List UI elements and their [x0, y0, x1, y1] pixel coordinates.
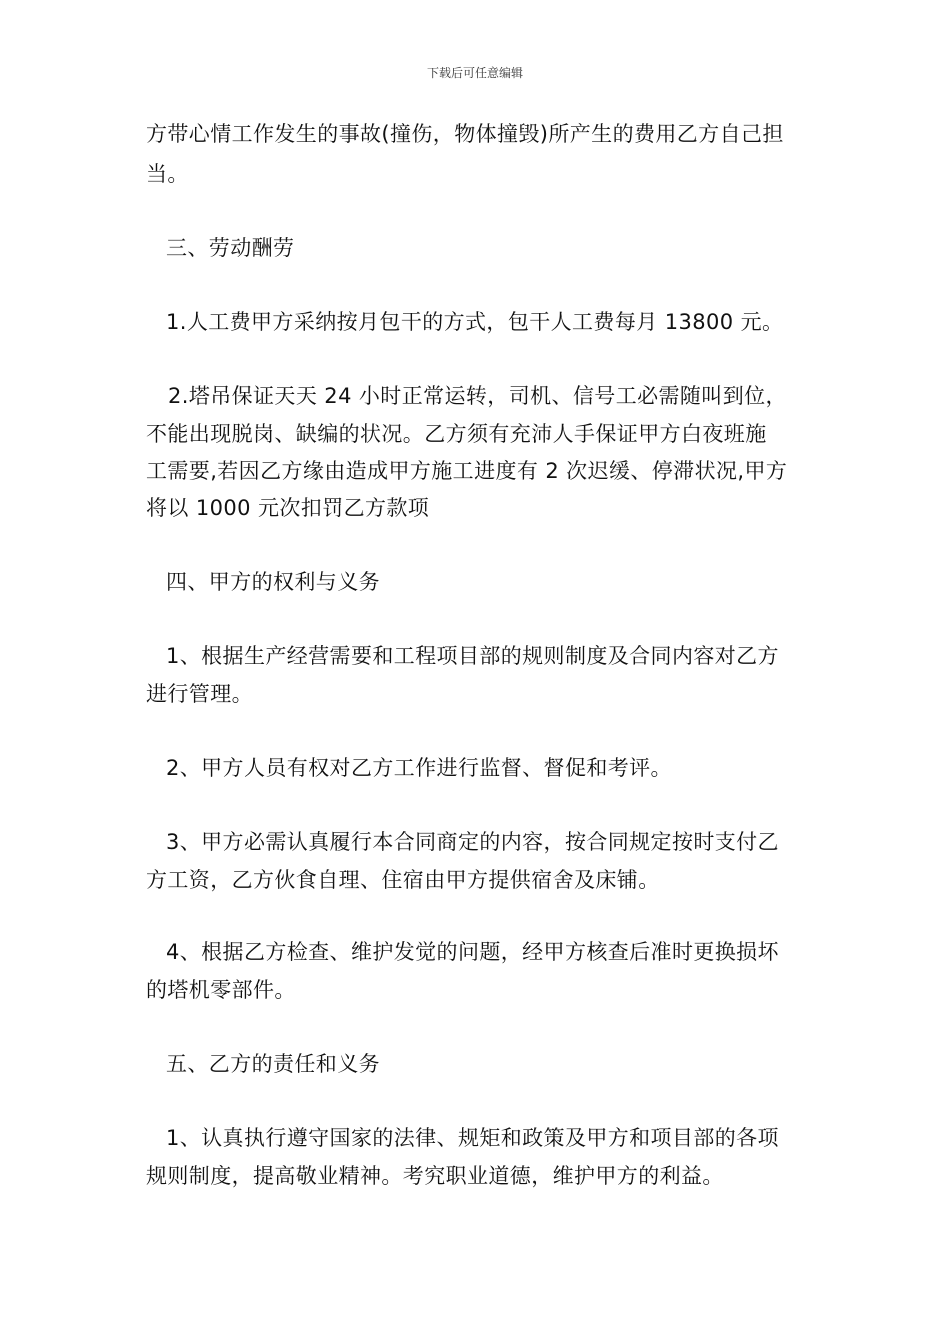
paragraph-line: 的塔机零部件。 — [146, 978, 296, 1002]
section-heading-4: 四、甲方的权利与义务 — [166, 570, 380, 594]
paragraph-line: 1、认真执行遵守国家的法律、规矩和政策及甲方和项目部的各项 — [166, 1126, 779, 1150]
paragraph-line: 规则制度，提高敬业精神。考究职业道德，维护甲方的利益。 — [146, 1164, 724, 1188]
paragraph-line: 1、根据生产经营需要和工程项目部的规则制度及合同内容对乙方 — [166, 644, 779, 668]
paragraph-line: 4、根据乙方检查、维护发觉的问题，经甲方核查后准时更换损坏 — [166, 940, 779, 964]
paragraph-line: 1.人工费甲方采纳按月包干的方式，包干人工费每月 13800 元。 — [166, 310, 784, 334]
paragraph-line: 2.塔吊保证天天 24 小时正常运转，司机、信号工必需随叫到位， — [168, 384, 787, 408]
section-heading-3: 三、劳动酬劳 — [166, 236, 295, 260]
paragraph-line: 方带心情工作发生的事故(撞伤，物体撞毁)所产生的费用乙方自己担 — [146, 122, 784, 146]
paragraph-line: 进行管理。 — [146, 682, 253, 706]
paragraph-line: 3、甲方必需认真履行本合同商定的内容，按合同规定按时支付乙 — [166, 830, 779, 854]
section-heading-5: 五、乙方的责任和义务 — [166, 1052, 380, 1076]
paragraph-line: 方工资，乙方伙食自理、住宿由甲方提供宿舍及床铺。 — [146, 868, 660, 892]
paragraph-line: 不能出现脱岗、缺编的状况。乙方须有充沛人手保证甲方白夜班施 — [146, 422, 767, 446]
page-header: 下载后可任意编辑 — [426, 66, 523, 80]
paragraph-line: 将以 1000 元次扣罚乙方款项 — [146, 496, 430, 520]
paragraph-line: 当。 — [146, 162, 189, 186]
paragraph-line: 工需要,若因乙方缘由造成甲方施工进度有 2 次迟缓、停滞状况,甲方 — [146, 459, 788, 483]
paragraph-line: 2、甲方人员有权对乙方工作进行监督、督促和考评。 — [166, 756, 672, 780]
